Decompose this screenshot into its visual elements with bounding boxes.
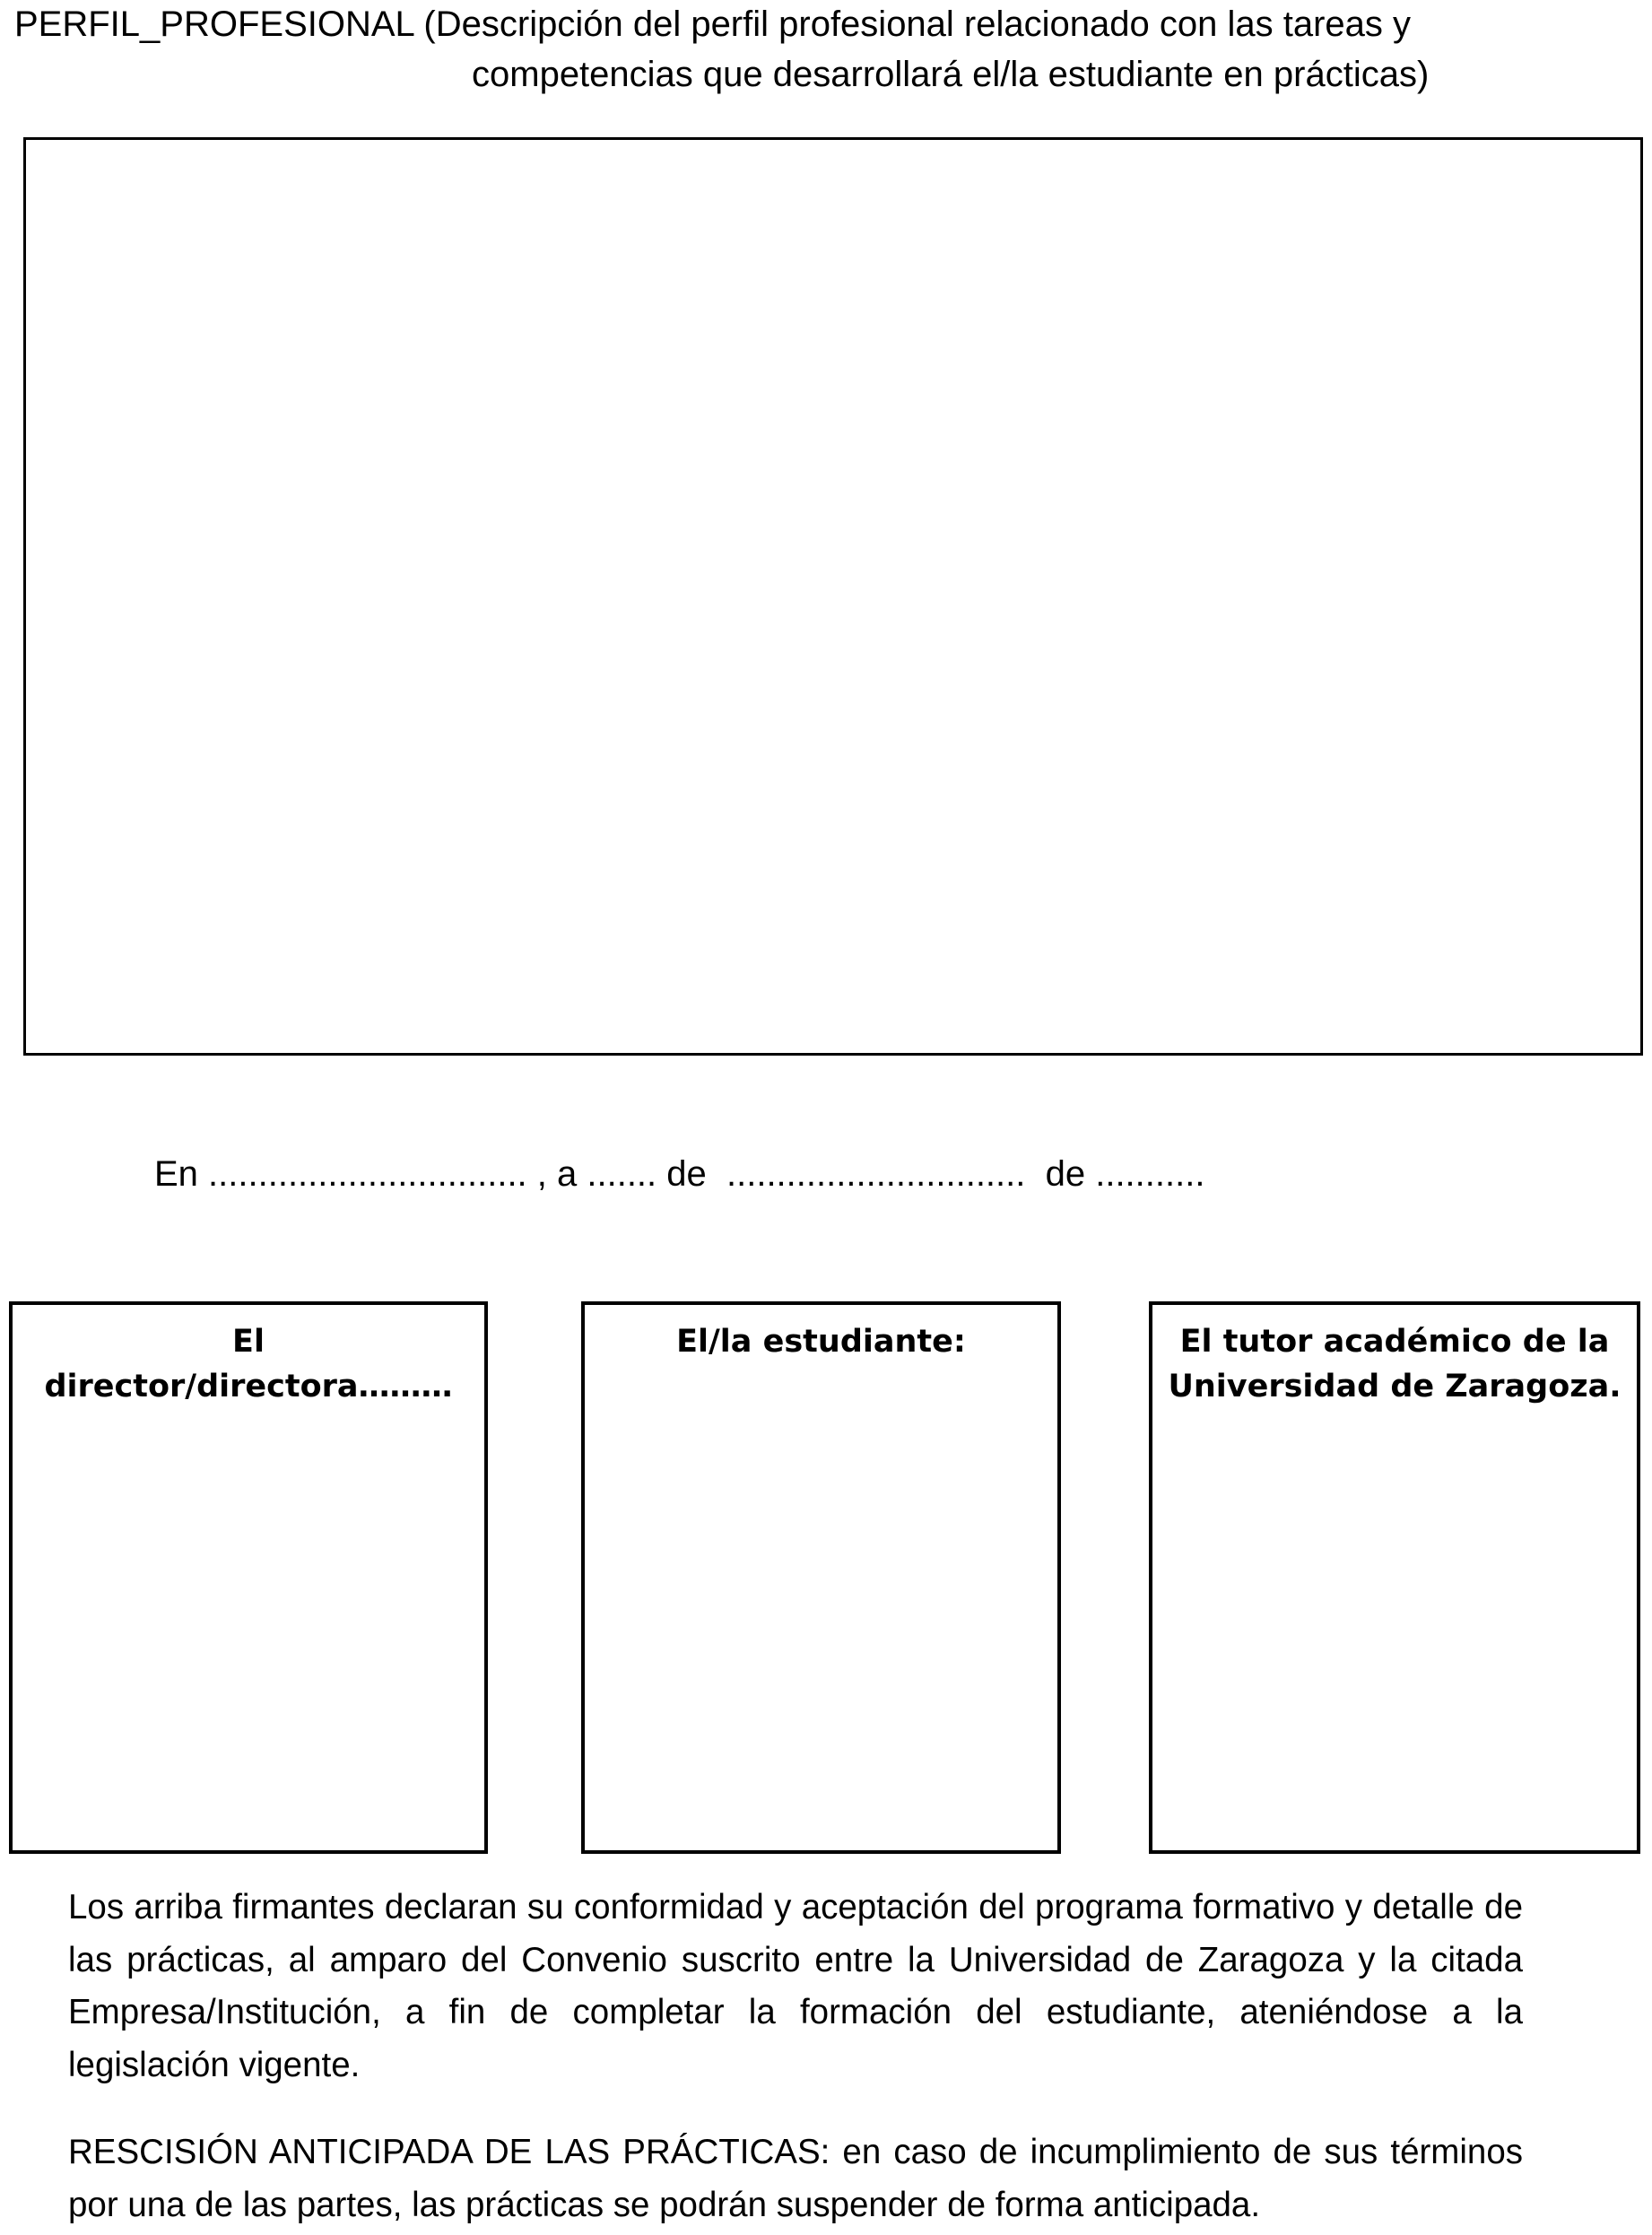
- student-signature-title: El/la estudiante:: [676, 1324, 966, 1360]
- place-date-line: En ................................ , a ....... de .............................. de ...........: [154, 1154, 1205, 1194]
- student-signature-box[interactable]: [581, 1301, 1061, 1854]
- director-signature-title: El director/directora………: [44, 1324, 453, 1404]
- conformity-paragraph: Los arriba firmantes declaran su conformidad y aceptación del programa formativo y detalle de las prácticas, al amparo del Convenio suscrito entre la Universidad de Zaragoza y la citada Empresa/Institución, a fin de completar la formación del estudiante, ateniéndose a la legislación vigente.: [68, 1888, 1523, 2084]
- profile-heading: PERFIL_PROFESIONAL (Descripción del perfil profesional relacionado con las tareas y: [14, 4, 1411, 44]
- profile-heading-continuation: competencias que desarrollará el/la estudiante en prácticas): [472, 55, 1430, 94]
- academic-tutor-signature-box[interactable]: [1149, 1301, 1640, 1854]
- rescission-paragraph: RESCISIÓN ANTICIPADA DE LAS PRÁCTICAS: en caso de incumplimiento de sus términos por una de las partes, las prácticas se podrán suspender de forma anticipada.: [68, 2133, 1523, 2224]
- director-signature-box[interactable]: [9, 1301, 488, 1854]
- professional-profile-box[interactable]: [23, 137, 1643, 1056]
- academic-tutor-signature-title: El tutor académico de la Universidad de Zaragoza.: [1168, 1324, 1622, 1404]
